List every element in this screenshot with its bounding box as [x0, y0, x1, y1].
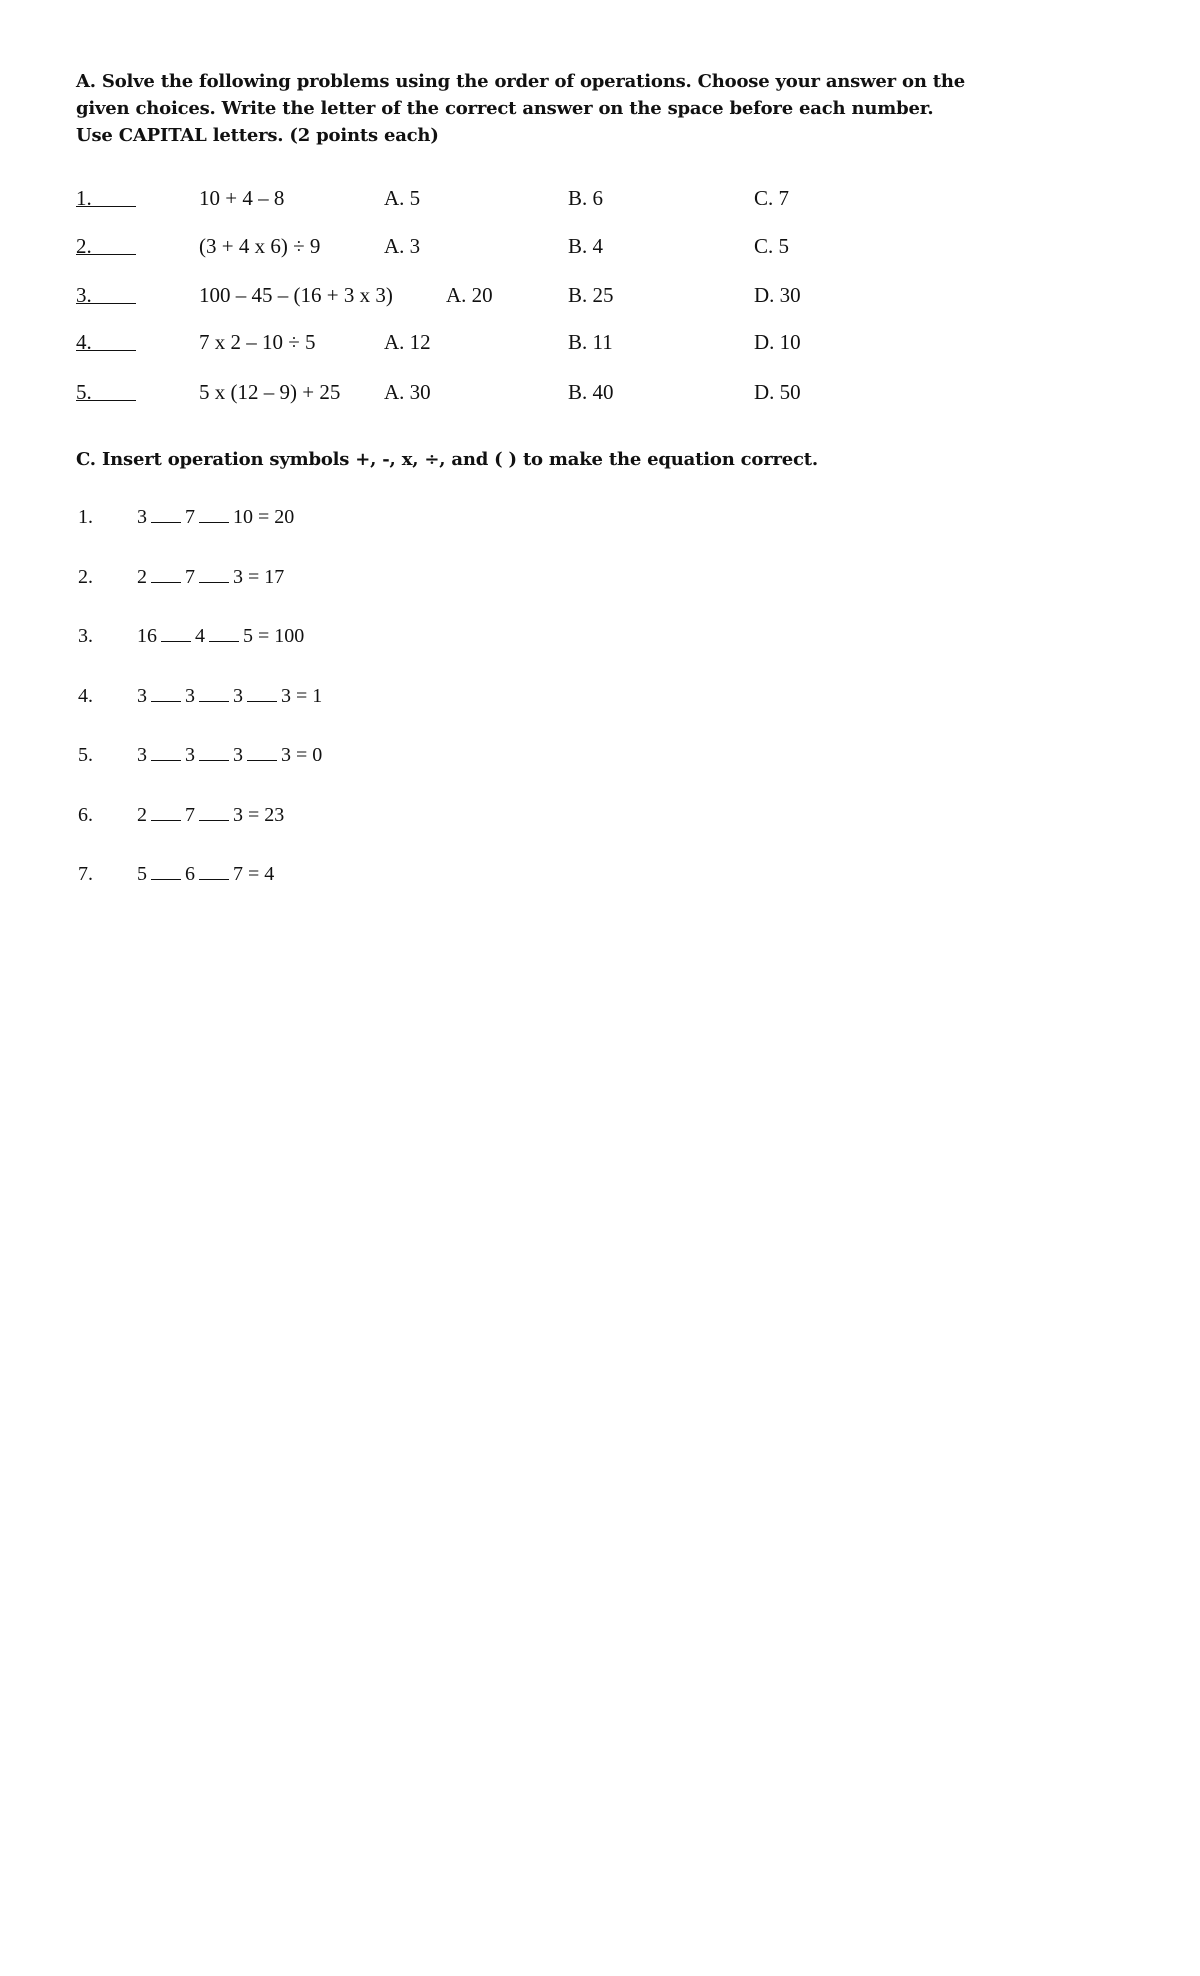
term: 5: [137, 863, 147, 885]
term: 2: [137, 803, 147, 826]
term: 3: [137, 506, 147, 528]
operator-blank[interactable]: [209, 625, 239, 642]
operator-blank[interactable]: [247, 685, 277, 702]
expression: 10 + 4 – 8: [199, 186, 285, 210]
term: 7: [185, 506, 195, 528]
equation-result: = 4: [248, 863, 275, 885]
choice-2: B. 11: [568, 330, 613, 354]
choice-3: C. 5: [754, 234, 790, 258]
choice-1: A. 12: [384, 330, 431, 354]
operator-blank[interactable]: [247, 744, 277, 761]
equation: [137, 863, 274, 886]
equation-number: 7.: [78, 863, 93, 885]
equation-result: = 1: [296, 684, 323, 707]
term: 16: [137, 625, 157, 647]
term: 6: [185, 863, 195, 885]
question-number: 4.: [76, 330, 92, 354]
equation-result: = 17: [248, 565, 285, 588]
equation-result: = 20: [258, 506, 295, 528]
operator-blank[interactable]: [151, 566, 181, 583]
term: 7: [185, 565, 195, 588]
choice-3: D. 10: [754, 330, 801, 354]
term: 3: [185, 684, 195, 707]
term: 3: [137, 684, 147, 707]
equation-result: = 23: [248, 803, 285, 826]
term: 7: [233, 863, 243, 885]
term: 3: [281, 744, 291, 766]
equation-result: = 0: [296, 744, 323, 766]
choice-2: B. 25: [568, 283, 614, 307]
equation: [137, 506, 294, 529]
operator-blank[interactable]: [199, 506, 229, 523]
choice-1: A. 30: [384, 380, 431, 404]
expression: 100 – 45 – (16 + 3 x 3): [199, 283, 393, 307]
operator-blank[interactable]: [161, 625, 191, 642]
term: 3: [233, 684, 243, 707]
equation-number: 5.: [78, 744, 93, 766]
choice-1: A. 3: [384, 234, 421, 258]
question-number: 3.: [76, 283, 92, 307]
operator-blank[interactable]: [151, 804, 181, 821]
equation-number: 4.: [78, 684, 93, 707]
operator-blank[interactable]: [199, 863, 229, 880]
section-c-instructions: C. Insert operation symbols +, -, x, ÷, and ( ) to make the equation correct.: [76, 449, 818, 470]
operator-blank[interactable]: [199, 685, 229, 702]
choice-2: B. 6: [568, 186, 604, 210]
operator-blank[interactable]: [151, 506, 181, 523]
term: 3: [281, 684, 291, 707]
term: 3: [233, 803, 243, 826]
choice-3: D. 30: [754, 283, 801, 307]
question-number: 1.: [76, 186, 92, 210]
operator-blank[interactable]: [151, 744, 181, 761]
expression: 5 x (12 – 9) + 25: [199, 380, 341, 404]
expression: (3 + 4 x 6) ÷ 9: [199, 234, 321, 258]
equation: [137, 804, 284, 827]
choice-1: A. 5: [384, 186, 421, 210]
choice-3: C. 7: [754, 186, 790, 210]
operator-blank[interactable]: [151, 685, 181, 702]
term: 3: [233, 744, 243, 766]
equation: [137, 625, 304, 648]
term: 3: [185, 744, 195, 766]
term: 3: [137, 744, 147, 766]
equation: [137, 744, 322, 767]
operator-blank[interactable]: [199, 744, 229, 761]
operator-blank[interactable]: [199, 804, 229, 821]
term: 7: [185, 803, 195, 826]
equation-number: 2.: [78, 565, 93, 588]
question-number: 5.: [76, 380, 92, 404]
operator-blank[interactable]: [151, 863, 181, 880]
term: 2: [137, 565, 147, 588]
term: 4: [195, 625, 205, 647]
question-number: 2.: [76, 234, 92, 258]
equation: [137, 685, 322, 708]
operator-blank[interactable]: [199, 566, 229, 583]
term: 10: [233, 506, 253, 528]
equation-result: = 100: [258, 625, 305, 647]
term: 3: [233, 565, 243, 588]
choice-3: D. 50: [754, 380, 801, 404]
equation: [137, 566, 284, 589]
term: 5: [243, 625, 253, 647]
expression: 7 x 2 – 10 ÷ 5: [199, 330, 316, 354]
equation-number: 3.: [78, 625, 93, 647]
choice-2: B. 40: [568, 380, 614, 404]
equation-number: 6.: [78, 803, 93, 826]
equation-number: 1.: [78, 506, 93, 528]
choice-1: A. 20: [446, 283, 493, 307]
choice-2: B. 4: [568, 234, 604, 258]
section-a-instructions: A. Solve the following problems using the order of operations. Choose your answer on the given choices. Write the letter of the correct answer on the space before each number. Use CAPITAL letters. (2 points each): [76, 71, 966, 146]
